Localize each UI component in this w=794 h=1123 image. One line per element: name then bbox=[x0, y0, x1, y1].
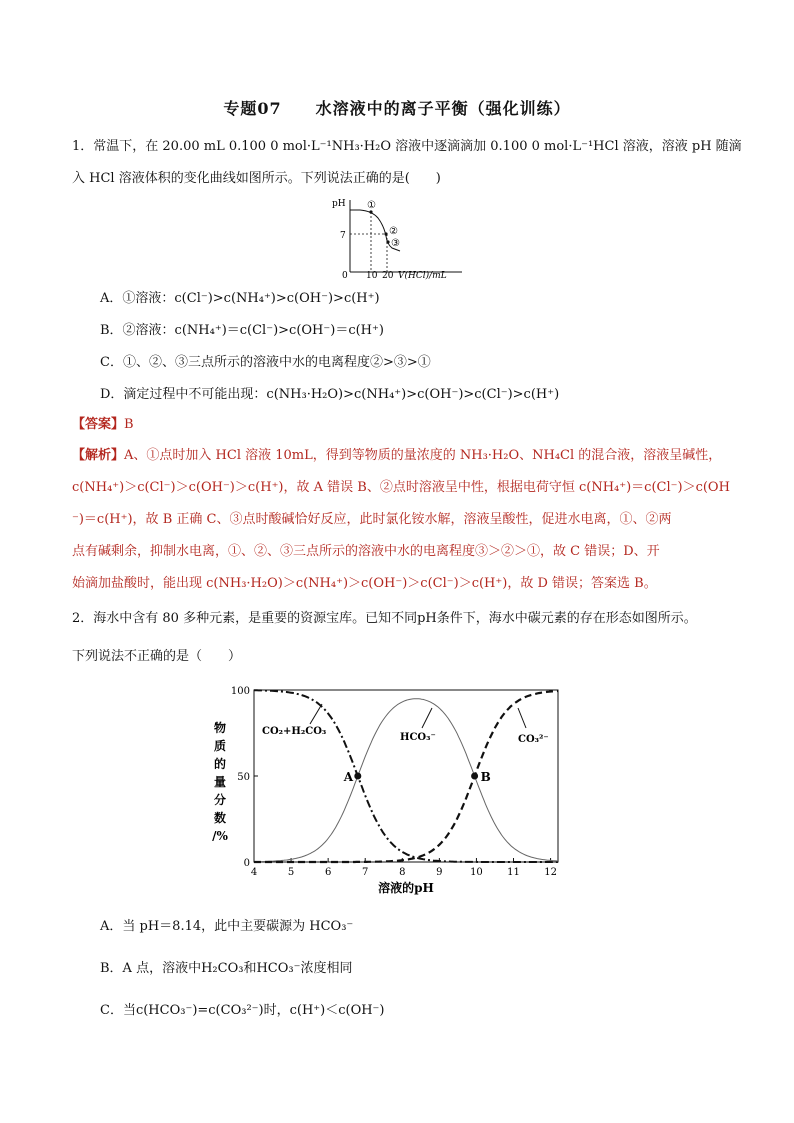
x-tick-label: 7 bbox=[362, 867, 369, 878]
y-tick-label: 100 bbox=[230, 686, 250, 697]
page-title: 专题07 水溶液中的离子平衡（强化训练） bbox=[223, 99, 571, 118]
x-tick-label: 11 bbox=[507, 867, 520, 878]
answer-label: 【答案】 bbox=[72, 417, 125, 432]
y-axis-label-char: /% bbox=[212, 829, 228, 843]
y-axis-label-char: 的 bbox=[213, 757, 227, 771]
x-tick-label: 8 bbox=[399, 867, 406, 878]
point-a-label: A bbox=[343, 770, 354, 784]
q1-analysis-line-3: ⁻)＝c(H⁺)，故 B 正确 C、③点时酸碱恰好反应，此时氯化铵水解，溶液呈酸性，促进水电离，①、②两 bbox=[72, 512, 672, 527]
q2-option-b: B．A 点，溶液中H₂CO₃和HCO₃⁻浓度相同 bbox=[100, 961, 353, 976]
y-tick-label: 0 bbox=[243, 858, 250, 869]
q1-analysis-line-5: 始滴加盐酸时，能出现 c(NH₃·H₂O)＞c(NH₄⁺)＞c(OH⁻)＞c(Cl⁻)＞c(H⁺)，故 D 错误；答案选 B。 bbox=[72, 576, 657, 591]
q2-stem-line-2: 下列说法不正确的是（ ） bbox=[72, 649, 242, 664]
point-b-label: B bbox=[480, 770, 491, 784]
point-3-dot bbox=[386, 240, 389, 243]
volume-10-tick: 10 bbox=[366, 271, 378, 280]
series-label-pointer bbox=[518, 708, 526, 728]
q2-option-c: C．当c(HCO₃⁻)=c(CO₃²⁻)时，c(H⁺)＜c(OH⁻) bbox=[100, 1003, 385, 1018]
point-1-label: ① bbox=[367, 200, 376, 211]
x-tick-label: 4 bbox=[250, 867, 258, 878]
y-axis-label-char: 质 bbox=[213, 739, 227, 753]
origin-label: 0 bbox=[342, 271, 348, 280]
q1-answer bbox=[72, 416, 134, 434]
point-2-label: ② bbox=[389, 226, 398, 237]
q1-option-a: A．①溶液：c(Cl⁻)>c(NH₄⁺)>c(OH⁻)>c(H⁺) bbox=[100, 291, 380, 306]
q1-option-b: B．②溶液：c(NH₄⁺)＝c(Cl⁻)>c(OH⁻)＝c(H⁺) bbox=[100, 323, 384, 338]
x-tick-label: 12 bbox=[544, 867, 557, 878]
q1-option-c: C．①、②、③三点所示的溶液中水的电离程度②>③>① bbox=[100, 355, 431, 370]
y-axis-label bbox=[212, 720, 228, 843]
q1-stem-line-2: 入 HCl 溶液体积的变化曲线如图所示。下列说法正确的是( ) bbox=[72, 171, 441, 186]
analysis-label: 【解析】 bbox=[72, 448, 125, 463]
x-tick-label: 9 bbox=[436, 867, 443, 878]
series-co2-h2co3 bbox=[254, 690, 558, 862]
titration-graph bbox=[330, 194, 470, 280]
x-tick-label: 6 bbox=[324, 867, 332, 878]
point-2-dot bbox=[384, 232, 387, 235]
x-tick-label: 5 bbox=[287, 867, 295, 878]
y-axis-label-char: 物 bbox=[213, 721, 227, 735]
answer-value: B bbox=[124, 417, 134, 432]
volume-axis-label: V(HCl)/mL bbox=[398, 271, 447, 280]
x-tick-label: 10 bbox=[470, 867, 483, 878]
point-b-dot bbox=[471, 773, 478, 780]
series-hco3 bbox=[254, 699, 558, 862]
series-hco3-label: HCO₃⁻ bbox=[400, 732, 436, 743]
analysis-text-1: A、①点时加入 HCl 溶液 10mL，得到等物质的量浓度的 NH₃·H₂O、NH₄Cl 的混合液，溶液呈碱性， bbox=[124, 448, 722, 463]
volume-20-tick: 20 bbox=[382, 271, 394, 280]
series-co3-label: CO₃²⁻ bbox=[518, 734, 549, 745]
q1-analysis-line-2: c(NH₄⁺)＞c(Cl⁻)＞c(OH⁻)＞c(H⁺)，故 A 错误 B、②点时溶液呈中性，根据电荷守恒 c(NH₄⁺)＝c(Cl⁻)＞c(OH bbox=[72, 480, 730, 495]
series-label-pointer bbox=[310, 704, 322, 724]
point-a-dot bbox=[354, 773, 361, 780]
series-co3 bbox=[254, 691, 558, 862]
y-axis-label-char: 数 bbox=[213, 811, 227, 825]
q1-analysis-line-1 bbox=[72, 447, 721, 465]
q1-option-d: D．滴定过程中不可能出现：c(NH₃·H₂O)>c(NH₄⁺)>c(OH⁻)>c(Cl⁻)>c(H⁺) bbox=[100, 387, 560, 402]
q2-stem-line-1: 2．海水中含有 80 多种元素，是重要的资源宝库。已知不同pH条件下，海水中碳元素的存在形态如图所示。 bbox=[72, 611, 697, 626]
q2-option-a: A．当 pH＝8.14，此中主要碳源为 HCO₃⁻ bbox=[100, 919, 354, 934]
plot-frame bbox=[254, 690, 558, 862]
ph-axis-label: pH bbox=[332, 199, 346, 209]
y-axis-label-char: 分 bbox=[213, 793, 227, 807]
ph-7-tick: 7 bbox=[340, 231, 346, 241]
x-axis-label: 溶液的pH bbox=[378, 881, 434, 895]
series-co2-h2co3-label: CO₂+H₂CO₃ bbox=[262, 726, 327, 737]
y-tick-label: 50 bbox=[237, 772, 250, 783]
q1-stem-line-1: 1．常温下，在 20.00 mL 0.100 0 mol·L⁻¹NH₃·H₂O 溶液中逐滴滴加 0.100 0 mol·L⁻¹HCl 溶液，溶液 pH 随滴 bbox=[72, 139, 742, 154]
y-axis-label-char: 量 bbox=[213, 775, 227, 789]
series-label-pointer bbox=[422, 708, 432, 728]
q1-analysis-line-4: 点有碱剩余，抑制水电离，①、②、③三点所示的溶液中水的电离程度③＞②＞①，故 C 错误；D、开 bbox=[72, 544, 660, 559]
point-3-label: ③ bbox=[391, 238, 400, 249]
carbon-speciation-chart bbox=[200, 680, 590, 900]
